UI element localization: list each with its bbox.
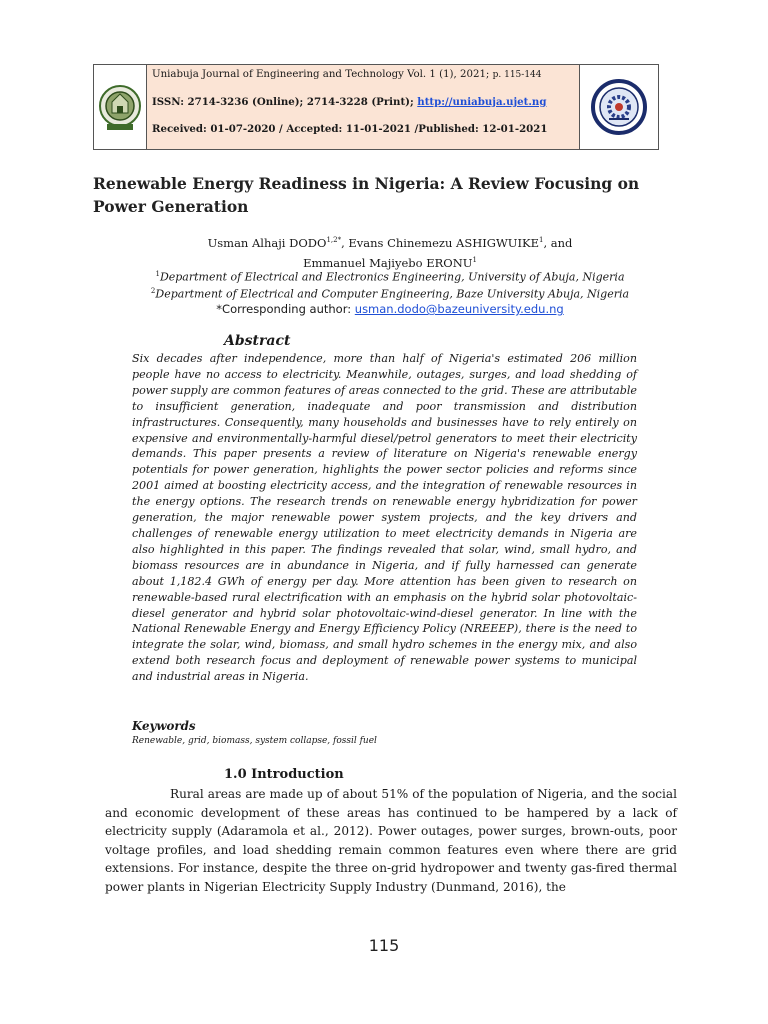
corresponding-email-link[interactable]: usman.dodo@bazeuniversity.edu.ng bbox=[354, 302, 564, 316]
paper-title: Renewable Energy Readiness in Nigeria: A Review Focusing on Power Generation bbox=[93, 174, 640, 216]
author-separator: , and bbox=[543, 235, 573, 250]
right-logo-cell bbox=[579, 65, 658, 149]
keywords-heading: Keywords bbox=[132, 719, 196, 733]
abstract-heading: Abstract bbox=[224, 333, 291, 349]
corresponding-author bbox=[110, 300, 670, 318]
corresponding-label: *Corresponding author: bbox=[216, 302, 352, 316]
engineering-seal-icon bbox=[589, 77, 649, 137]
dates-line: Received: 01-07-2020 / Accepted: 11-01-2021 /Published: 12-01-2021 bbox=[152, 123, 548, 135]
introduction-text: Rural areas are made up of about 51% of the population of Nigeria, and the social and economic development of these areas has continued to be hampered by a lack of electricity supply (Adaramola et al., 2012). Power outages, power surges, brown-outs, poor voltage profiles, and load shedding remain common features even where there are grid extensions. For instance, despite the three on-grid hydropower and twenty gas-fired thermal power plants in Nigerian Electricity Supply Industry (Dunmand, 2016), the bbox=[105, 787, 677, 894]
journal-info bbox=[147, 65, 579, 149]
journal-header bbox=[93, 64, 659, 150]
author-affiliation-mark: 1 bbox=[539, 236, 544, 244]
left-logo-cell bbox=[94, 65, 147, 149]
affiliation-1: $^1$Department of Electrical and Electronics Engineering, University of Abuja, Nigeria bbox=[155, 270, 625, 284]
author-name: Usman Alhaji DODO bbox=[207, 235, 327, 250]
abstract-text: Six decades after independence, more than half of Nigeria's estimated 206 million people have no access to electricity. Meanwhile, outages, surges, and load shedding of power supply are common features of areas connected to the grid. These are attributable to insufficient generation, inadequate and poor transmission and distribution infrastructures. Consequently, many households and businesses have to rely entirely on expensive and environmentally-harmful diesel/petrol generators to meet their electricity demands. This paper presents a review of literature on Nigeria's renewable energy potentials for power generation, highlights the power sector policies and reforms since 2001 aimed at boosting electricity access, and the integration of renewable resources in the energy options. The research trends on renewable energy hybridization for power generation, the major renewable power system projects, and the key drivers and challenges of renewable energy utilization to meet electricity demands in Nigeria are also highlighted in this paper. The findings revealed that solar, wind, small hydro, and biomass resources are in abundance in Nigeria, and if fully harnessed can generate about 1,182.4 GWh of energy per day. More attention has been given to research on renewable-based rural electrification with an emphasis on the hybrid solar photovoltaic-diesel generator and hybrid solar photovoltaic-wind-diesel generator. In line with the National Renewable Energy and Energy Efficiency Policy (NREEEP), there is the need to integrate the solar, wind, biomass, and small hydro schemes in the energy mix, and also extend both research focus and deployment of renewable power systems to municipal and industrial areas in Nigeria. bbox=[132, 352, 637, 684]
issn-line: ISSN: 2714-3236 (Online); 2714-3228 (Print); http://uniabuja.ujet.ng bbox=[152, 96, 547, 108]
author-name: Emmanuel Majiyebo ERONU bbox=[303, 255, 473, 270]
introduction-heading: 1.0 Introduction bbox=[224, 767, 344, 782]
affiliation-2: $^2$Department of Electrical and Computer Engineering, Baze University Abuja, Nigeria bbox=[150, 287, 630, 301]
university-crest-icon bbox=[97, 80, 143, 134]
page-number: 115 bbox=[368, 936, 400, 955]
journal-line: Uniabuja Journal of Engineering and Technology Vol. 1 (1), 2021; p. 115-144 bbox=[152, 69, 542, 80]
keywords-list: Renewable, grid, biomass, system collapse, fossil fuel bbox=[132, 736, 377, 746]
author-affiliation-mark: 1 bbox=[472, 255, 477, 264]
journal-url-link[interactable]: http://uniabuja.ujet.ng bbox=[417, 96, 547, 108]
author-separator: , Evans Chinemezu ASHIGWUIKE bbox=[341, 235, 540, 250]
author-affiliation-mark: 1,2* bbox=[326, 236, 342, 244]
page-range: p. 115-144 bbox=[492, 70, 542, 80]
